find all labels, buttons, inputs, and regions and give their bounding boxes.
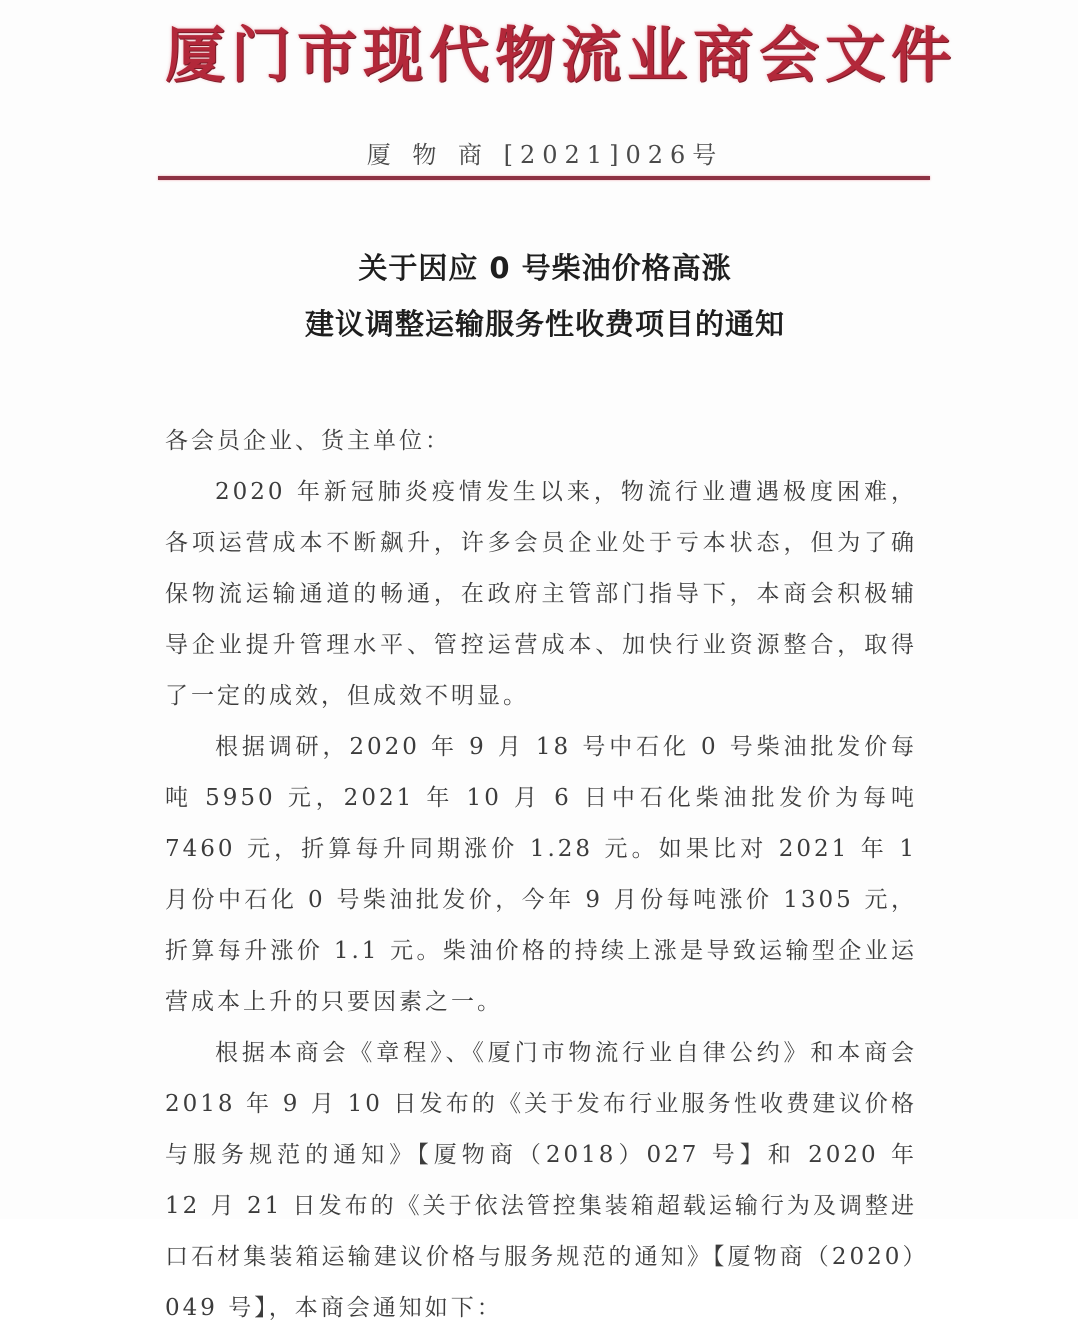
notice-title-line-2: 建议调整运输服务性收费项目的通知: [304, 307, 785, 341]
body-paragraph-background: 2020 年新冠肺炎疫情发生以来，物流行业遭遇极度困难，各项运营成本不断飙升，许多会员企业处于亏本状态，但为了确保物流运输通道的畅通，在政府主管部门指导下，本商会积极辅导企业提升管理水平、管控运营成本、加快行业资源整合，取得了一定的成效，但成效不明显。: [165, 479, 917, 709]
organization-letterhead-title: 厦门市现代物流业商会文件: [165, 21, 957, 91]
notice-title: [165, 240, 925, 352]
notice-body: [165, 416, 917, 1334]
body-paragraph-references: 根据本商会《章程》、《厦门市物流行业自律公约》和本商会 2018 年 9 月 10 日发布的《关于发布行业服务性收费建议价格与服务规范的通知》【厦物商（2018）027 号】和 2020 年 12 月 21 日发布的《关于依法管控集装箱超载运输行为及调整进口石材集装箱运输建议价格与服务规范的通知》【厦物商（2020）049 号】，本商会通知如下：: [165, 1040, 917, 1321]
body-paragraph-diesel-prices: 根据调研，2020 年 9 月 18 号中石化 0 号柴油批发价每吨 5950 元，2021 年 10 月 6 日中石化柴油批发价为每吨 7460 元，折算每升同期涨价 1.28 元。如果比对 2021 年 1 月份中石化 0 号柴油批发价，今年 9 月份每吨涨价 1305 元，折算每升涨价 1.1 元。柴油价格的持续上涨是导致运输型企业运营成本上升的只要因素之一。: [165, 734, 917, 1015]
document-number: 厦 物 商 [2021]026号: [366, 141, 724, 169]
letterhead-red-divider: [158, 176, 930, 180]
notice-title-line-1: 关于因应 0 号柴油价格高涨: [358, 251, 732, 285]
salutation: 各会员企业、货主单位：: [165, 428, 451, 454]
